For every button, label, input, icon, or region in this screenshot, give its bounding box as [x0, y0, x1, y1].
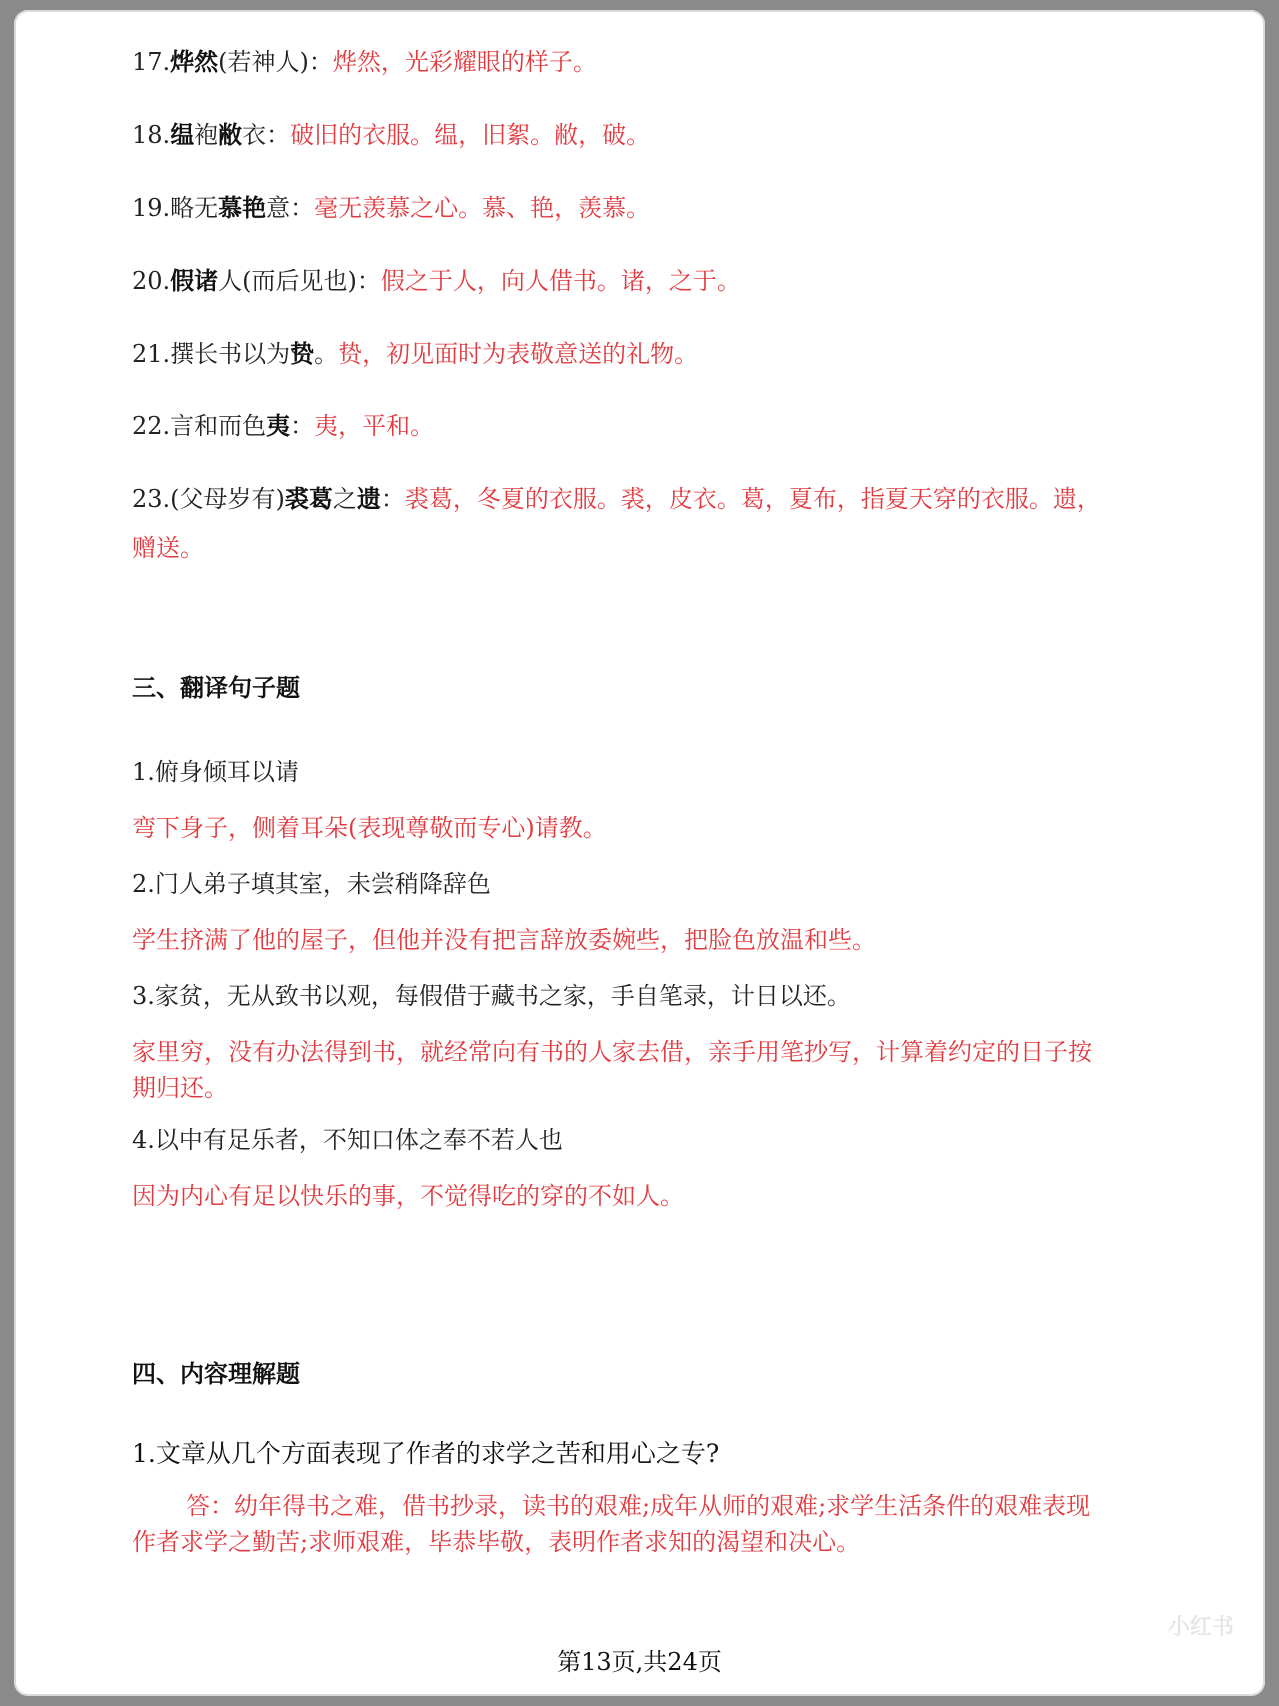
page-number: 第13页,共24页: [557, 1648, 722, 1676]
vocab-answer: 夷，平和。: [314, 412, 435, 440]
translate-question: 4.以中有足乐者，不知口体之奉不若人也: [132, 1126, 563, 1154]
vocab-answer: 裘葛，冬夏的衣服。裘，皮衣。葛，夏布，指夏天穿的衣服。遗，: [404, 485, 1101, 513]
vocab-item-23: 23.(父母岁有)裘葛之遗：裘葛，冬夏的衣服。裘，皮衣。葛，夏布，指夏天穿的衣服。遗，: [132, 484, 1101, 513]
vocab-item-20: 20.假诸人(而后见也)：假之于人，向人借书。诸，之于。: [132, 266, 741, 295]
watermark-logo: 小红书: [1168, 1615, 1235, 1640]
vocab-answer-continued: 赠送。: [132, 534, 204, 562]
translate-answer: 因为内心有足以快乐的事，不觉得吃的穿的不如人。: [132, 1182, 684, 1210]
vocab-answer: 烨然，光彩耀眼的样子。: [332, 48, 597, 76]
vocab-item-19: 19.略无慕艳意：毫无羡慕之心。慕、艳，羡慕。: [132, 193, 651, 222]
vocab-item-22: 22.言和而色夷：夷，平和。: [132, 411, 435, 440]
section-heading-comprehension: 四、内容理解题: [132, 1359, 300, 1388]
vocab-answer: 贽，初见面时为表敬意送的礼物。: [338, 340, 699, 368]
vocab-item-18: 18.缊袍敝衣：破旧的衣服。缊，旧絮。敝，破。: [132, 120, 651, 149]
document-page: [14, 10, 1265, 1696]
vocab-item-21: 21.撰长书以为贽。贽，初见面时为表敬意送的礼物。: [132, 339, 699, 368]
vocab-item-17: 17.烨然(若神人)：烨然，光彩耀眼的样子。: [132, 47, 597, 76]
comprehension-answer-line1: 答：幼年得书之难，借书抄录，读书的艰难;成年从师的艰难;求学生活条件的艰难表现: [186, 1492, 1091, 1520]
vocab-answer: 假之于人，向人借书。诸，之于。: [380, 267, 741, 295]
translate-answer-continued: 期归还。: [132, 1074, 228, 1102]
translate-question: 1.俯身倾耳以请: [132, 758, 299, 786]
translate-answer: 学生挤满了他的屋子，但他并没有把言辞放委婉些，把脸色放温和些。: [132, 926, 876, 954]
vocab-answer: 破旧的衣服。缊，旧絮。敝，破。: [290, 121, 651, 149]
translate-answer: 弯下身子，侧着耳朵(表现尊敬而专心)请教。: [132, 814, 607, 842]
comprehension-question: 1.文章从几个方面表现了作者的求学之苦和用心之专?: [132, 1439, 720, 1468]
translate-answer: 家里穷，没有办法得到书，就经常向有书的人家去借，亲手用笔抄写，计算着约定的日子按: [132, 1038, 1092, 1066]
translate-question: 3.家贫，无从致书以观，每假借于藏书之家，手自笔录，计日以还。: [132, 982, 851, 1010]
section-heading-translate: 三、翻译句子题: [132, 673, 300, 702]
vocab-answer: 毫无羡慕之心。慕、艳，羡慕。: [314, 194, 651, 222]
comprehension-answer-line2: 作者求学之勤苦;求师艰难，毕恭毕敬，表明作者求知的渴望和决心。: [132, 1528, 861, 1556]
translate-question: 2.门人弟子填其室，未尝稍降辞色: [132, 870, 491, 898]
